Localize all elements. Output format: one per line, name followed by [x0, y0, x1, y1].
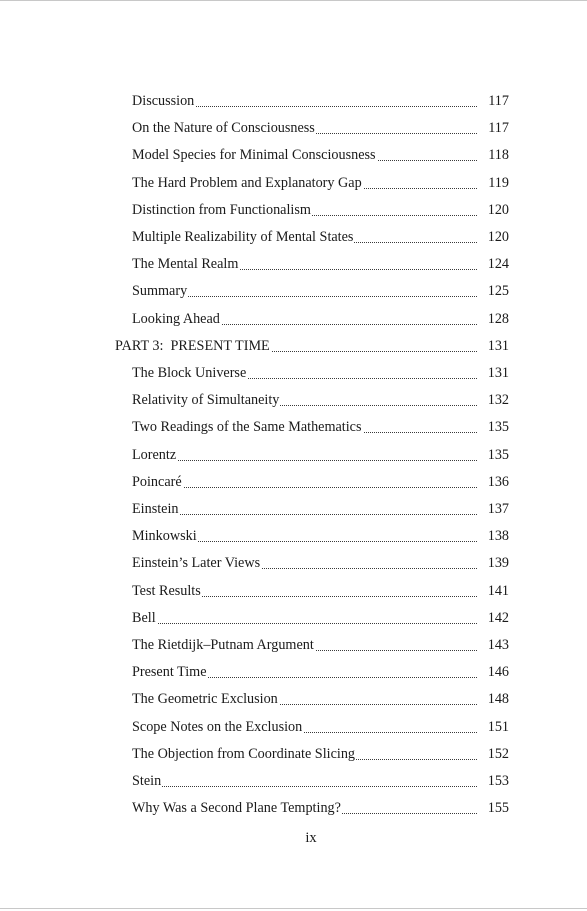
toc-entry-page-number: 117 — [478, 115, 509, 142]
toc-entry — [0, 197, 587, 224]
toc-entry-page-number: 131 — [478, 360, 509, 387]
toc-entry — [0, 605, 587, 632]
toc-entry-page-number: 142 — [478, 605, 509, 632]
toc-entry-page-number: 120 — [478, 224, 509, 251]
toc-entry-title: Poincaré — [132, 469, 183, 496]
toc-entry — [0, 224, 587, 251]
toc-entry-page-number: 138 — [478, 523, 509, 550]
toc-entry-title: Test Results — [132, 578, 202, 605]
toc-entry-title: Minkowski — [132, 523, 198, 550]
toc-entry — [0, 142, 587, 169]
toc-entry — [0, 251, 587, 278]
toc-entry — [0, 115, 587, 142]
toc-entry — [0, 632, 587, 659]
toc-entry-title: Two Readings of the Same Mathematics — [132, 414, 363, 441]
dot-leader — [132, 623, 479, 624]
toc-entry-title: The Mental Realm — [132, 251, 239, 278]
toc-entry — [0, 496, 587, 523]
toc-entry — [0, 795, 587, 822]
toc-entry-page-number: 152 — [478, 741, 509, 768]
toc-entry-title: Relativity of Simultaneity — [132, 387, 280, 414]
toc-entry-title: Looking Ahead — [132, 306, 221, 333]
toc-entry-page-number: 146 — [478, 659, 509, 686]
toc-entry — [0, 714, 587, 741]
toc-entry-page-number: 125 — [478, 278, 509, 305]
toc-entry-title: Einstein — [132, 496, 180, 523]
toc-entry-page-number: 136 — [478, 469, 509, 496]
toc-entry-page-number: 131 — [478, 333, 509, 360]
page-top-edge — [0, 0, 587, 1]
toc-entry-title: Einstein’s Later Views — [132, 550, 261, 577]
toc-entry — [0, 768, 587, 795]
toc-entry-title: Distinction from Functionalism — [132, 197, 312, 224]
dot-leader — [132, 460, 479, 461]
toc-entry-title: The Geometric Exclusion — [132, 686, 279, 713]
toc-entry — [0, 170, 587, 197]
toc-entry-page-number: 143 — [478, 632, 509, 659]
page-number: ix — [305, 830, 317, 846]
toc-entry-page-number: 139 — [478, 550, 509, 577]
toc-entry-page-number: 135 — [478, 442, 509, 469]
toc-entry-title: Model Species for Minimal Consciousness — [132, 142, 377, 169]
toc-entry — [0, 550, 587, 577]
toc-entry-page-number: 141 — [478, 578, 509, 605]
toc-entry-title: The Objection from Coordinate Slicing — [132, 741, 356, 768]
toc-entry-page-number: 132 — [478, 387, 509, 414]
toc-entry — [0, 523, 587, 550]
page-bottom-edge — [0, 908, 587, 909]
toc-entry — [0, 278, 587, 305]
toc-entry-title: The Block Universe — [132, 360, 247, 387]
toc-entry-page-number: 155 — [478, 795, 509, 822]
toc-entry-title: Multiple Realizability of Mental States — [132, 224, 354, 251]
toc-entry-title: Present Time — [132, 659, 208, 686]
toc-entry — [0, 442, 587, 469]
toc-entry — [0, 306, 587, 333]
toc-entry-title: Summary — [132, 278, 188, 305]
toc-entry-page-number: 124 — [478, 251, 509, 278]
toc-entry-title: Lorentz — [132, 442, 177, 469]
toc-entry — [0, 686, 587, 713]
toc-part-heading — [0, 333, 587, 360]
toc-entry — [0, 387, 587, 414]
toc-entry-title: Scope Notes on the Exclusion — [132, 714, 303, 741]
toc-entry-title: Why Was a Second Plane Tempting? — [132, 795, 342, 822]
toc-entry-page-number: 135 — [478, 414, 509, 441]
toc-entry-page-number: 151 — [478, 714, 509, 741]
toc-entry-title: PART 3: PRESENT TIME — [115, 333, 271, 360]
toc-entry-page-number: 148 — [478, 686, 509, 713]
toc-entry-page-number: 119 — [478, 170, 509, 197]
toc-entry-page-number: 153 — [478, 768, 509, 795]
toc-entry — [0, 741, 587, 768]
toc-entry-title: Bell — [132, 605, 157, 632]
dot-leader — [132, 487, 479, 488]
toc-entry-page-number: 128 — [478, 306, 509, 333]
toc-entry — [0, 469, 587, 496]
toc-entry-title: On the Nature of Consciousness — [132, 115, 316, 142]
toc-entry — [0, 578, 587, 605]
dot-leader — [132, 786, 479, 787]
toc-entry-title: Stein — [132, 768, 162, 795]
toc-entry-page-number: 118 — [478, 142, 509, 169]
toc-entry-page-number: 137 — [478, 496, 509, 523]
toc-entry-title: The Rietdijk–Putnam Argument — [132, 632, 315, 659]
toc-entry — [0, 88, 587, 115]
toc-entry-title: Discussion — [132, 88, 195, 115]
toc-entry-page-number: 120 — [478, 197, 509, 224]
toc-entry — [0, 360, 587, 387]
toc-entry-title: The Hard Problem and Explanatory Gap — [132, 170, 363, 197]
dot-leader — [132, 514, 479, 515]
toc-entry-page-number: 117 — [478, 88, 509, 115]
toc-entry — [0, 659, 587, 686]
toc-entry — [0, 414, 587, 441]
